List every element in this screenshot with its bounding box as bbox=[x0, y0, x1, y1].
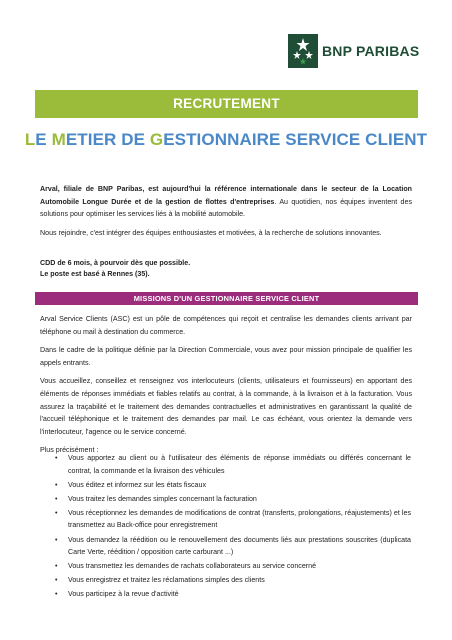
list-item bbox=[55, 493, 411, 506]
title-part: S bbox=[285, 130, 297, 149]
list-item bbox=[55, 534, 411, 559]
list-item-text: Vous enregistrez et traitez les réclamations simples des clients bbox=[68, 576, 265, 585]
list-item bbox=[55, 560, 411, 573]
title-initial-l: L bbox=[24, 130, 36, 149]
list-item bbox=[55, 588, 411, 601]
body-paragraph-2: Dans le cadre de la politique définie par la Direction Commerciale, vous avez pour mission principale de qualifier les appels entrants. bbox=[40, 346, 412, 367]
list-item bbox=[55, 452, 411, 477]
list-item-text: Vous demandez la réédition ou le renouvellement des documents liés aux prestations souscrites (duplicata Carte Verte, réédition / opposition carte carburant ...) bbox=[68, 535, 411, 557]
section-title: MISSIONS D'UN GESTIONNAIRE SERVICE CLIENT bbox=[133, 294, 320, 303]
bnp-stars-logo-icon bbox=[288, 34, 318, 68]
list-item-text: Vous traitez les demandes simples concernant la facturation bbox=[68, 494, 257, 503]
job-location: Le poste est basé à Rennes (35). bbox=[40, 269, 150, 278]
missions-body bbox=[40, 313, 412, 463]
title-part: E bbox=[35, 130, 52, 149]
list-item-text: Vous apportez au client ou à l'utilisateur des éléments de réponse immédiats ou différés concernant le contrat, la commande et la livraison des véhicules bbox=[68, 454, 411, 475]
title-part: C bbox=[365, 130, 378, 149]
logo-text: BNP PARIBAS bbox=[322, 43, 420, 59]
page-title bbox=[0, 130, 452, 150]
bnp-paribas-logo bbox=[288, 34, 428, 68]
list-item-text: Vous participez à la revue d'activité bbox=[68, 590, 179, 599]
list-item bbox=[55, 507, 411, 532]
banner-label: RECRUTEMENT bbox=[173, 96, 280, 111]
list-item-text: Vous éditez et informez sur les états fiscaux bbox=[68, 480, 206, 489]
bullet-icon: • bbox=[55, 576, 58, 585]
body-paragraph-4: Plus précisément : bbox=[40, 446, 99, 455]
title-part: ERVICE bbox=[296, 130, 366, 149]
list-item bbox=[55, 479, 411, 492]
title-part: LIENT bbox=[377, 130, 428, 149]
body-paragraph-3: Vous accueillez, conseillez et renseignez vos interlocuteurs (clients, utilisateurs et fournisseurs) en apportant des éléments de réponses immédiats et fiables relatifs au contrat, à la commande, à la livraison et à la facturation. Vous assurez la traçabilité et le traitement des demandes contractuelles et administratives en garantissant la qualité de l'accueil téléphonique et le traitement des demandes par mail. Le cas échéant, vous orientez la demande vers l'interlocuteur, l'agence ou le service concerné. bbox=[40, 377, 412, 436]
intro-rest: . Au quotidien, nos équipes inventent des solutions pour optimiser les services liés à la mobilité automobile. bbox=[40, 197, 412, 219]
title-initial-g: G bbox=[149, 130, 164, 149]
body-paragraph-1: Arval Service Clients (ASC) est un pôle de compétences qui reçoit et centralise les demandes clients arrivant par téléphone ou mail à destination du commerce. bbox=[40, 315, 412, 336]
intro-paragraph bbox=[40, 183, 412, 221]
missions-section-header bbox=[35, 292, 418, 305]
intro-section bbox=[40, 183, 412, 245]
intro-paragraph-2: Nous rejoindre, c'est intégrer des équipes enthousiastes et motivées, à la recherche de solutions innovantes. bbox=[40, 228, 382, 237]
list-item-text: Vous transmettez les demandes de rachats collaborateurs au service concerné bbox=[68, 562, 317, 571]
contract-type: CDD de 6 mois, à pourvoir dès que possible. bbox=[40, 259, 191, 267]
bullet-icon: • bbox=[55, 535, 58, 544]
intro-lead: Arval, filiale de BNP Paribas, est aujourd'hui la référence internationale dans le secteur de la Location Automobile Longue Durée et de la gestion de flottes d'entreprises bbox=[40, 185, 412, 206]
recruitment-banner bbox=[35, 90, 418, 118]
job-details bbox=[40, 258, 412, 279]
bullet-icon: • bbox=[55, 590, 58, 599]
list-item-text: Vous réceptionnez les demandes de modifications de contrat (transferts, prolongations, réajustements) et les transmettez au Back-office pour enregistrement bbox=[68, 508, 411, 530]
title-part: ETIER DE bbox=[65, 130, 150, 149]
missions-list bbox=[55, 452, 411, 603]
list-item bbox=[55, 574, 411, 587]
title-part: ESTIONNAIRE bbox=[163, 130, 286, 149]
bullet-icon: • bbox=[55, 494, 58, 503]
title-initial-m: M bbox=[51, 130, 66, 149]
bullet-icon: • bbox=[55, 562, 58, 571]
bullet-icon: • bbox=[55, 454, 58, 462]
bullet-icon: • bbox=[55, 508, 58, 517]
bullet-icon: • bbox=[55, 480, 58, 489]
